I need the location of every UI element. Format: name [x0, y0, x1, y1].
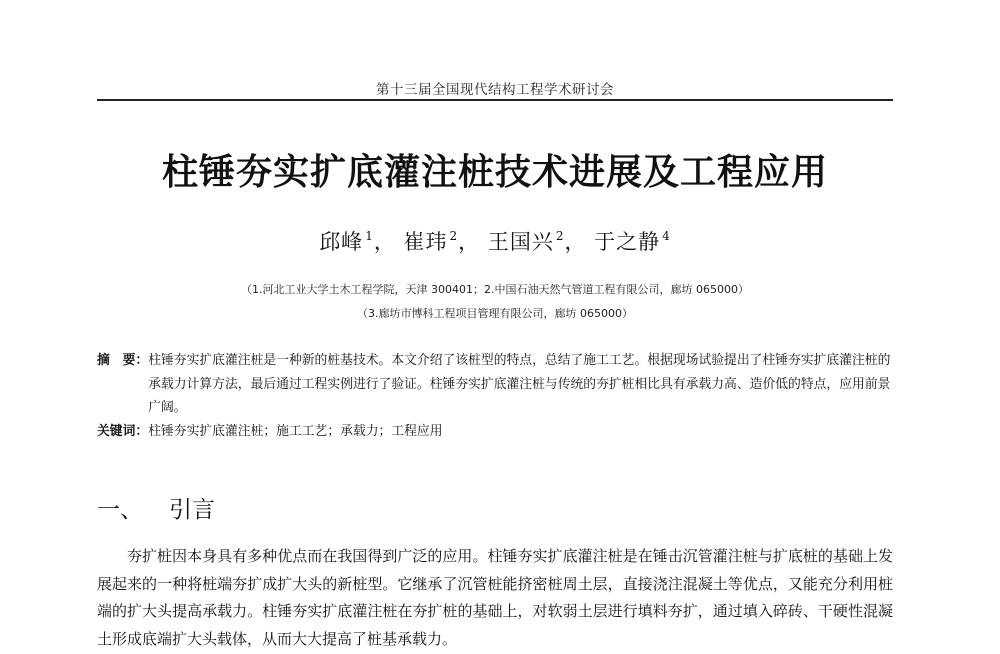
keywords-row [97, 420, 893, 444]
abstract-label: 摘 要： [97, 353, 149, 368]
author-affiliation-mark: 4 [662, 229, 671, 243]
author-separator: ， [373, 230, 396, 254]
section-heading [97, 491, 215, 524]
author-separator: ， [564, 230, 587, 254]
author-affiliation-mark: 2 [449, 229, 459, 243]
intro-paragraph: 夯扩桩因本身具有多种优点而在我国得到广泛的应用。柱锤夯实扩底灌注桩是在锤击沉管灌注桩与扩底桩的基础上发展起来的一种将桩端夯扩成扩大头的新桩型。它继承了沉管桩能挤密桩周土层，直接浇注混凝土等优点，又能充分利用桩端的扩大头提高承载力。柱锤夯实扩底灌注桩在夯扩桩的基础上，对软弱土层进行填料夯扩，通过填入碎砖、干硬性混凝土形成底端扩大头载体，从而大大提高了桩基承载力。 [97, 547, 893, 648]
author-name: 于之静 [594, 230, 661, 254]
author-name: 王国兴 [487, 230, 554, 254]
keywords-label: 关键词： [97, 423, 149, 439]
paper-title: 柱锤夯实扩底灌注桩技术进展及工程应用 [161, 152, 828, 193]
running-header: 第十三届全国现代结构工程学术研讨会 [376, 82, 614, 98]
section-title: 引言 [169, 497, 215, 523]
abstract-text: 柱锤夯实扩底灌注桩是一种新的桩基技术。本文介绍了该桩型的特点，总结了施工工艺。根据现场试验提出了柱锤夯实扩底灌注桩的承载力计算方法，最后通过工程实例进行了验证。柱锤夯实扩底灌注桩与传统的夯扩桩相比具有承载力高、造价低的特点，应用前景广阔。 [148, 353, 891, 415]
affiliation-line-1: （1.河北工业大学土木工程学院，天津 300401；2.中国石油天然气管道工程有限公司，廊坊 065000） [241, 283, 749, 296]
author-name: 崔玮 [403, 230, 448, 254]
keywords-text: 柱锤夯实扩底灌注桩；施工工艺；承载力；工程应用 [148, 423, 443, 439]
affiliation-line-2: （3.廊坊市博科工程项目管理有限公司，廊坊 065000） [357, 307, 633, 320]
abstract-row [97, 349, 893, 420]
header-rule [97, 99, 893, 101]
author-list [97, 226, 893, 256]
author-separator: ， [458, 230, 481, 254]
section-number: 一、 [97, 497, 143, 523]
author-name: 邱峰 [319, 230, 364, 254]
abstract-block [97, 349, 893, 443]
author-affiliation-mark: 1 [365, 229, 374, 243]
author-affiliation-mark: 2 [555, 229, 565, 243]
